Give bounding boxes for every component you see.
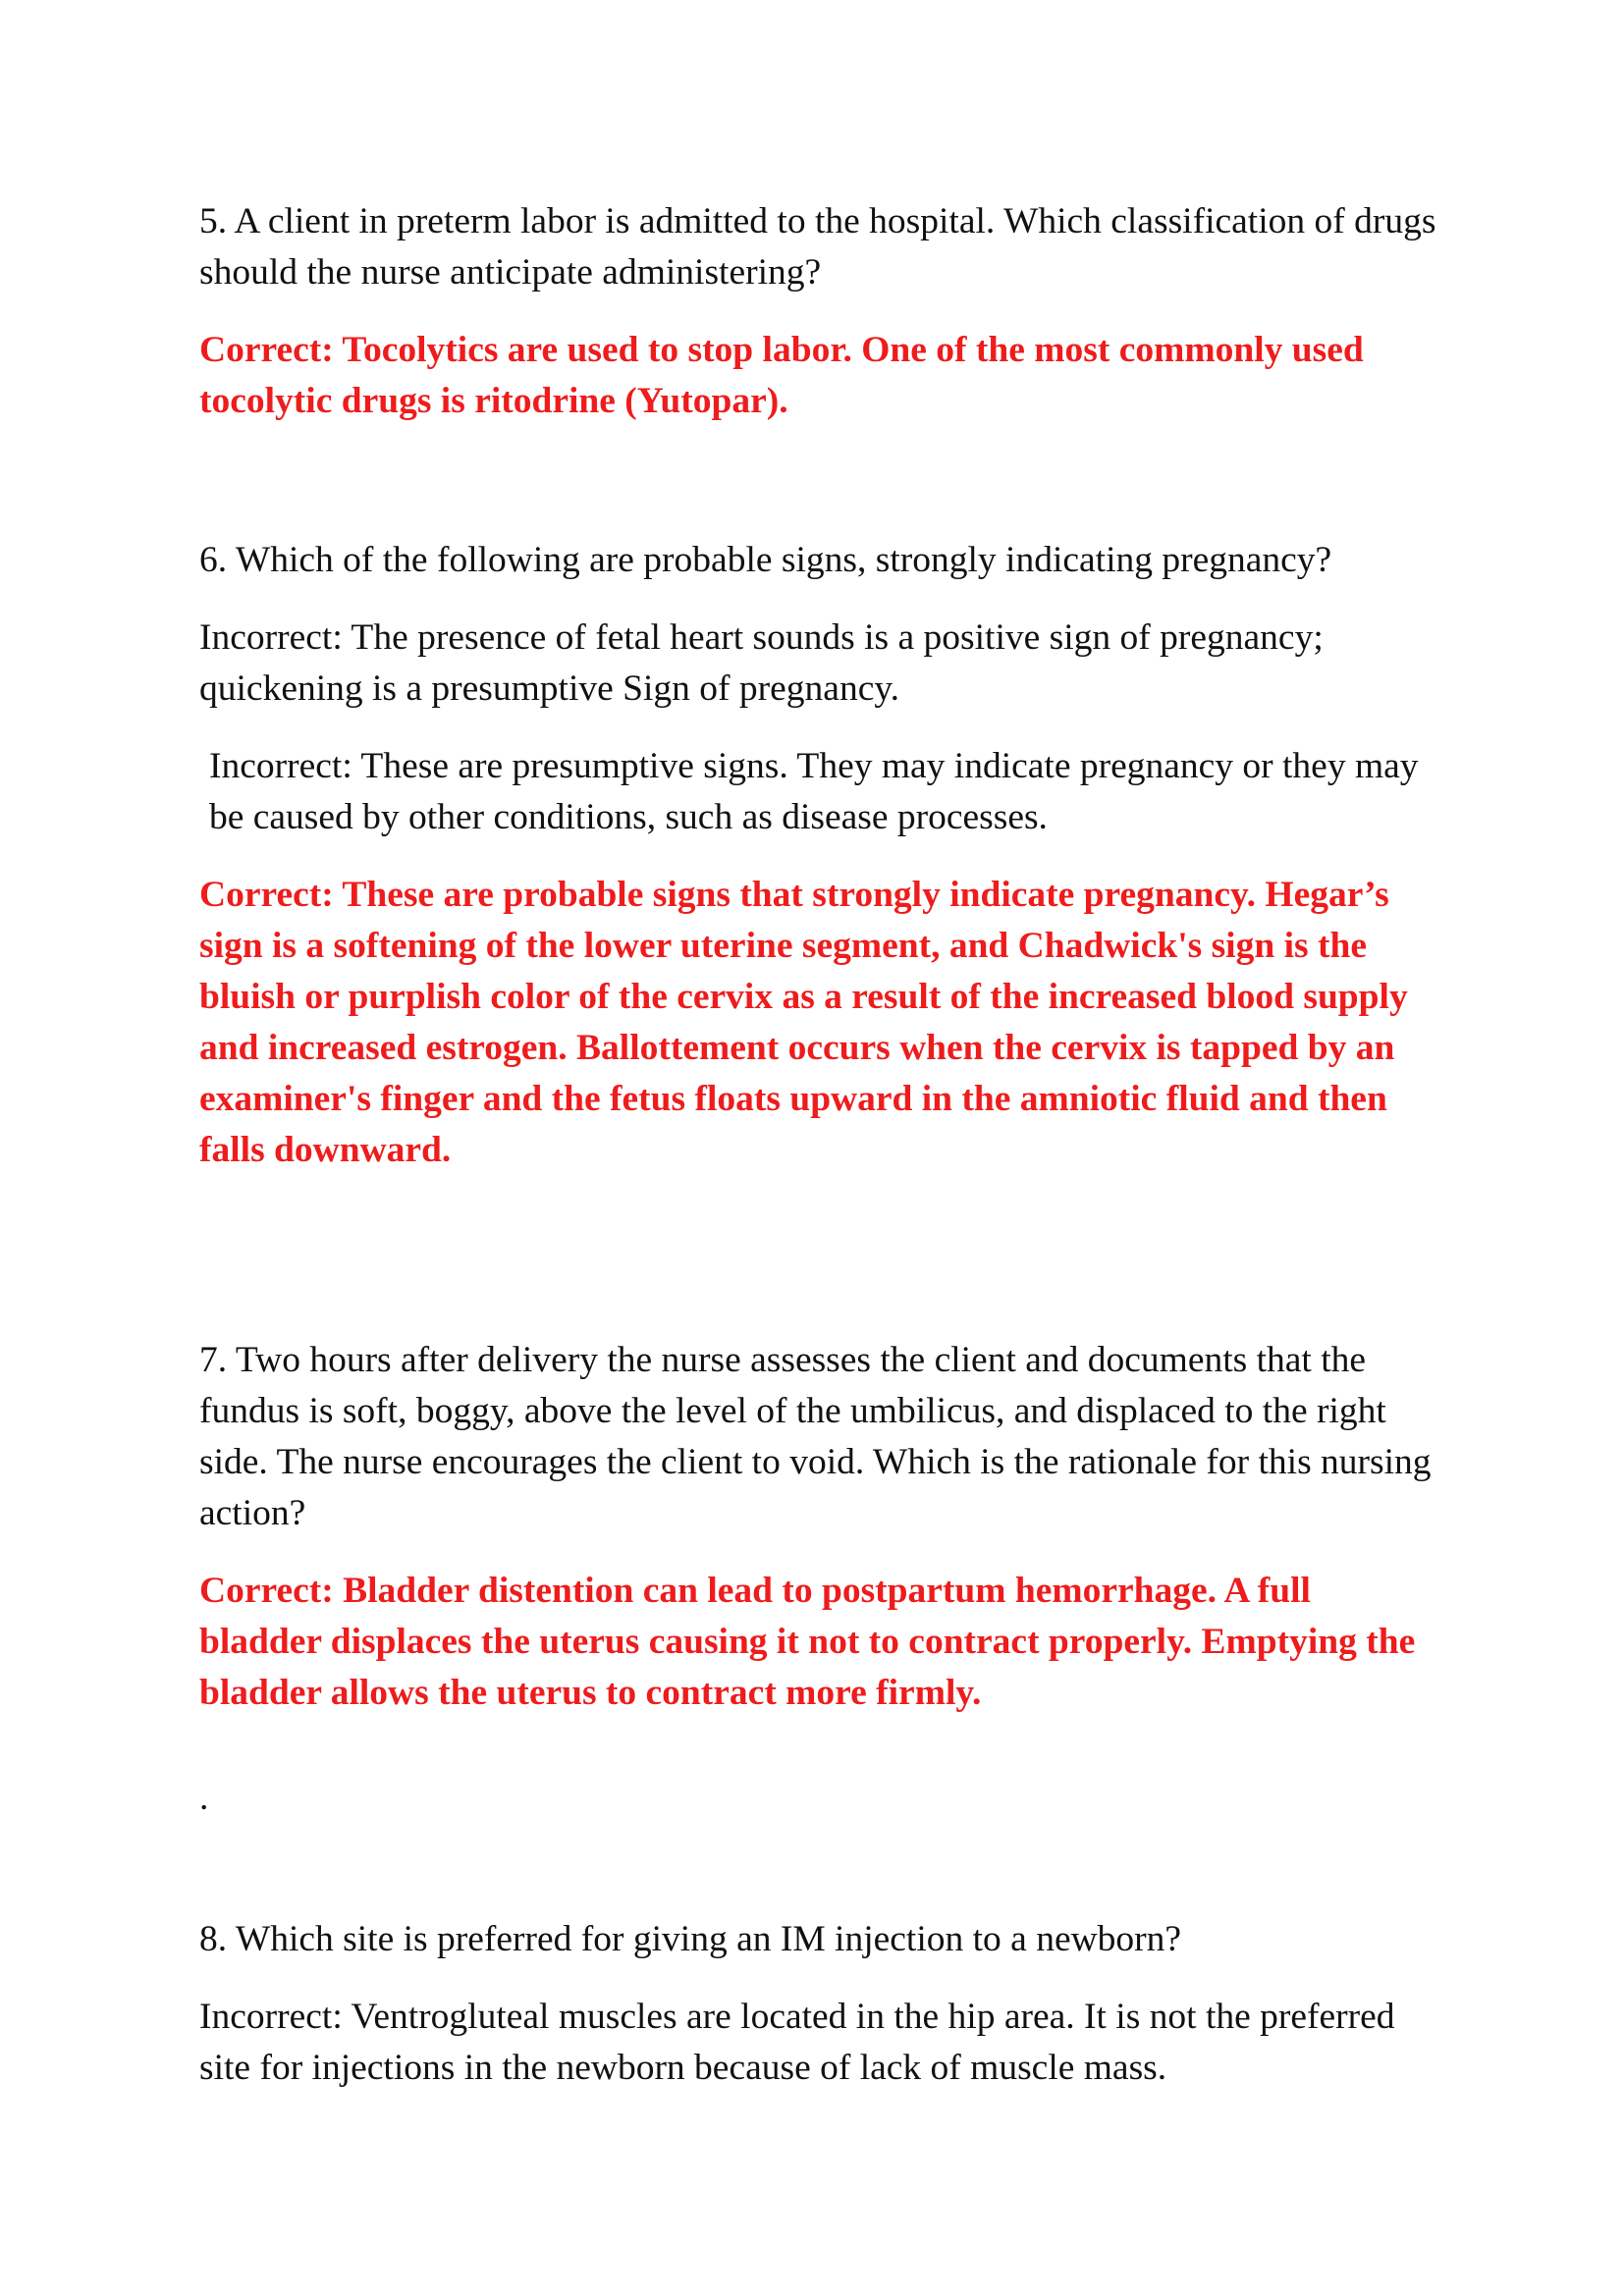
question-8-incorrect-answer-1: Incorrect: Ventrogluteal muscles are located in the hip area. It is not the preferred site for injections in the newborn because of lack of muscle mass.	[199, 1997, 1395, 2088]
question-6-correct-answer: Correct: These are probable signs that strongly indicate pregnancy. Hegar’s sign is a softening of the lower uterine segment, and Chadwick's sign is the bluish or purplish color of the cervix as a result of the increased blood supply and increased estrogen. Ballottement occurs when the cervix is tapped by an examiner's finger and the fetus floats upward in the amniotic fluid and then falls downward.	[199, 875, 1408, 1170]
question-8-text: 8. Which site is preferred for giving an IM injection to a newborn?	[199, 1919, 1182, 1959]
question-5-correct-answer: Correct: Tocolytics are used to stop labor. One of the most commonly used tocolytic drugs is ritodrine (Yutopar).	[199, 330, 1364, 421]
question-6-text: 6. Which of the following are probable signs, strongly indicating pregnancy?	[199, 540, 1332, 580]
question-5-text: 5. A client in preterm labor is admitted to the hospital. Which classification of drugs should the nurse anticipate administering?	[199, 201, 1436, 293]
question-7-correct-answer: Correct: Bladder distention can lead to postpartum hemorrhage. A full bladder displaces the uterus causing it not to contract properly. Emptying the bladder allows the uterus to contract more firmly.	[199, 1571, 1416, 1713]
stray-period: .	[199, 1778, 209, 1818]
question-6-incorrect-answer-1: Incorrect: The presence of fetal heart sounds is a positive sign of pregnancy; quickening is a presumptive Sign of pregnancy.	[199, 617, 1324, 709]
document-content	[199, 196, 1436, 2094]
question-6-incorrect-answer-2: Incorrect: These are presumptive signs. They may indicate pregnancy or they may be caused by other conditions, such as disease processes.	[209, 746, 1419, 837]
question-7-text: 7. Two hours after delivery the nurse assesses the client and documents that the fundus is soft, boggy, above the level of the umbilicus, and displaced to the right side. The nurse encourages the client to void. Which is the rationale for this nursing action?	[199, 1340, 1432, 1533]
